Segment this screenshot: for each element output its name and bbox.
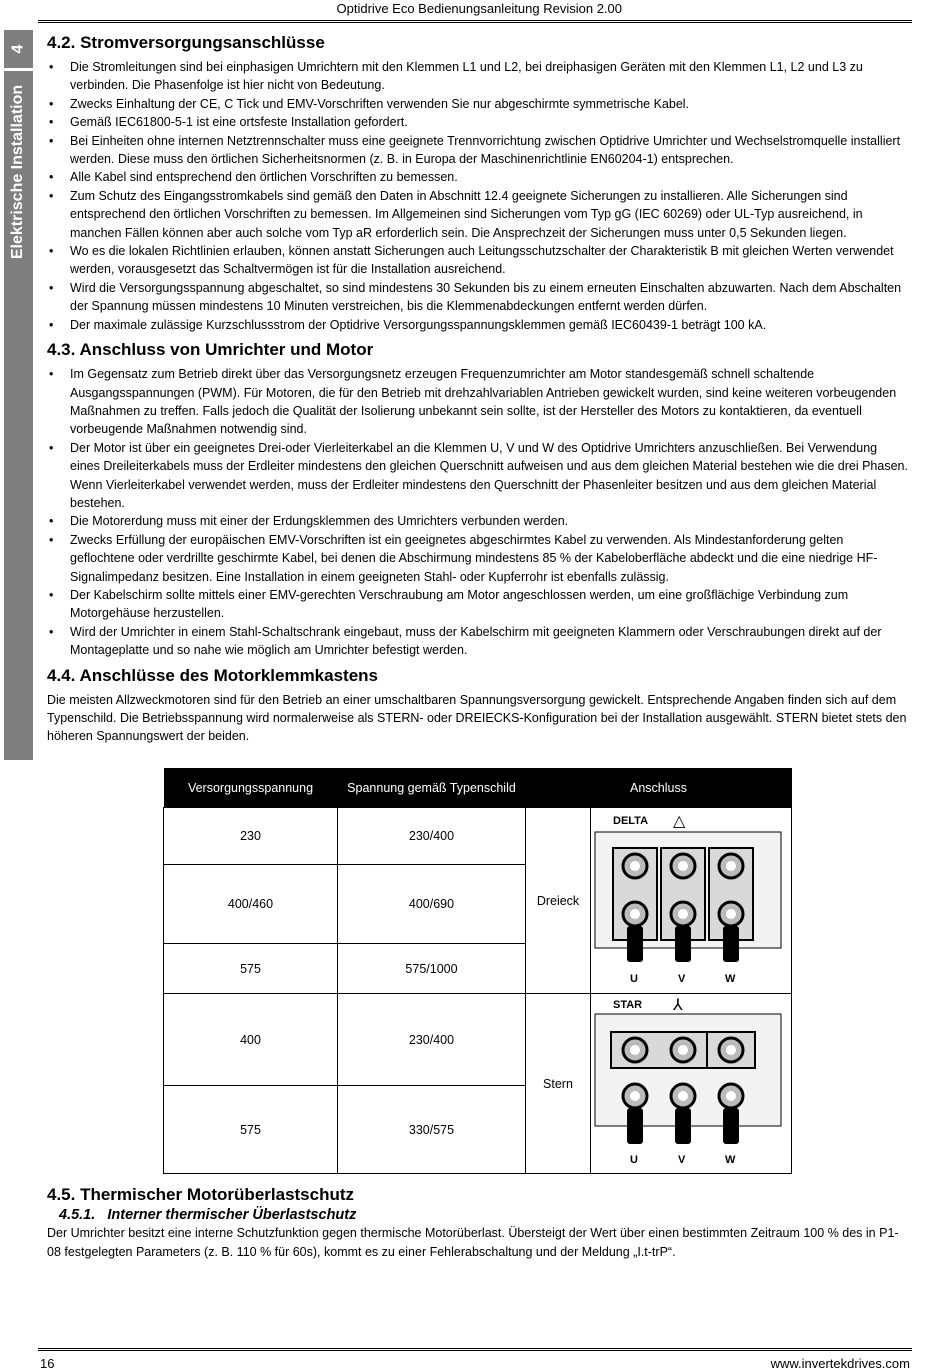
list-item: • Im Gegensatz zum Betrieb direkt über das Versorgungsnetz erzeugen Frequenzumrichter am Motor standesgemäß schnell schaltende Ausgangsspannungen (PWM). Für Motoren, die für den Betrieb mit drehzahlvariablen Antrieben gewickelt wurden, sind keine weiteren vorbeugenden Maßnahmen zu treffen. Falls jedoch die Qualität der Isolierung unbekannt sein sollte, ist der Hersteller des Motors zu kontaktieren, da eventuell vorbeugende Maßnahmen notwendig sind. — [70, 365, 909, 439]
list-item: • Zwecks Einhaltung der CE, C Tick und EMV-Vorschriften verwenden Sie nur abgeschirmte symmetrische Kabel. — [70, 95, 909, 113]
terminal-label-u: U — [630, 973, 638, 986]
table-cell: 230/400 — [338, 994, 526, 1086]
delta-label: Dreieck — [526, 808, 591, 994]
list-item: • Der maximale zulässige Kurzschlussstrom der Optidrive Versorgungsspannungsklemmen gemäß IEC60439-1 beträgt 100 kA. — [70, 316, 909, 334]
header-title: Optidrive Eco Bedienungsanleitung Revision 2.00 — [336, 1, 622, 16]
list-item: • Bei Einheiten ohne internen Netztrennschalter muss eine geeignete Trennvorrichtung zwischen Optidrive Umrichter und Wechselstromquelle installiert werden. Diese muss den örtlichen Sicherheitsnormen (z. B. in Europa der Maschinenrichtlinie EN60204-1) entsprechen. — [70, 132, 909, 169]
delta-diagram-title: DELTA — [613, 815, 649, 828]
connection-table — [163, 768, 792, 1175]
footer-website: www.invertekdrives.com — [770, 1356, 910, 1371]
list-item: • Der Motor ist über ein geeignetes Drei-oder Vierleiterkabel an die Klemmen U, V und W des Optidrive Umrichters anzuschließen. Bei Verwendung eines Dreileiterkabels muss der Erdleiter mindestens den gleichen Querschnitt aufweisen und aus dem gleichen Material bestehen wie die drei Phasen. Wenn Vierleiterkabel verwendet werden, muss der Erdleiter mindestens den Querschnitt der Phasenleiter besitzen und aus dem gleichen Material bestehen. — [70, 439, 909, 513]
terminal-label-v: V — [678, 973, 686, 986]
page-number: 16 — [40, 1356, 55, 1371]
list-item: • Zwecks Erfüllung der europäischen EMV-Vorschriften ist ein geeignetes abgeschirmtes Kabel zu verwenden. Als Mindestanforderung gelten geflochtene oder verdrillte geschirmte Kabel, bei denen die Abschirmung mindestens 85 % der Kabeloberfläche abdeckt und die eine niedrige HF-Signalimpedanz besitzen. Eine Installation in einem geeigneten Stahl- oder Kupferrohr ist ebenfalls zulässig. — [70, 531, 909, 586]
list-item: • Die Stromleitungen sind bei einphasigen Umrichtern mit den Klemmen L1 und L2, bei dreiphasigen Geräten mit den Klemmen L1, L2 und L3 zu verbinden. Die Phasenfolge ist hier nicht von Bedeutung. — [70, 58, 909, 95]
list-item: • Wird die Versorgungsspannung abgeschaltet, so sind mindestens 30 Sekunden bis zu einem erneuten Einschalten abzuwarten. Nach dem Abschalten der Spannung müssen mindestens 10 Minuten verstreichen, bis die Klemmenabdeckungen entfernt werden dürfen. — [70, 279, 909, 316]
terminal-label-w: W — [725, 973, 736, 986]
table-cell: 575 — [164, 1086, 338, 1174]
star-diagram-cell — [591, 994, 792, 1174]
table-cell: 575/1000 — [338, 943, 526, 994]
list-item: • Die Motorerdung muss mit einer der Erdungsklemmen des Umrichters verbunden werden. — [70, 512, 909, 530]
header-rule — [38, 20, 912, 23]
star-diagram-title: STAR — [613, 999, 643, 1012]
chapter-label: Elektrische Installation — [9, 84, 27, 260]
table-cell: 575 — [164, 943, 338, 994]
footer-rule — [38, 1348, 912, 1351]
table-header-supply: Versorgungsspannung — [164, 768, 338, 808]
delta-terminal-diagram — [591, 808, 791, 990]
bullet-list-4-3 — [47, 365, 909, 660]
star-terminal-diagram — [591, 994, 791, 1170]
section-heading-4-3: 4.3. Anschluss von Umrichter und Motor — [47, 340, 374, 360]
section-paragraph-4-4: Die meisten Allzweckmotoren sind für den Betrieb an einer umschaltbaren Spannungsversorgung gewickelt. Entsprechende Angaben finden sich auf dem Typenschild. Die Betriebsspannung wird normalerweise als STERN- oder DREIECKS-Konfiguration bei der Installation ausgewählt. STERN bietet stets den höheren Spannungswert der beiden. — [47, 692, 907, 744]
terminal-label-v: V — [678, 1154, 686, 1167]
table-cell: 230 — [164, 808, 338, 865]
delta-diagram-cell — [591, 808, 792, 994]
table-cell: 400/690 — [338, 864, 526, 943]
list-item: • Gemäß IEC61800-5-1 ist eine ortsfeste Installation gefordert. — [70, 113, 909, 131]
table-cell: 400/460 — [164, 864, 338, 943]
table-cell: 330/575 — [338, 1086, 526, 1174]
list-item: • Alle Kabel sind entsprechend den örtlichen Vorschriften zu bemessen. — [70, 168, 909, 186]
page-content — [47, 32, 909, 1261]
star-label: Stern — [526, 994, 591, 1174]
table-header-connection: Anschluss — [526, 768, 792, 808]
terminal-label-w: W — [725, 1154, 736, 1167]
section-heading-4-5: 4.5. Thermischer Motorüberlastschutz — [47, 1185, 355, 1205]
list-item: • Der Kabelschirm sollte mittels einer EMV-gerechten Verschraubung am Motor angeschlossen werden, um eine großflächige Verbindung zum Motorgehäuse herzustellen. — [70, 586, 909, 623]
terminal-label-u: U — [630, 1154, 638, 1167]
section-paragraph-4-5-1: Der Umrichter besitzt eine interne Schutzfunktion gegen thermische Motorüberlast. Übersteigt der Wert über einen bestimmten Zeitraum 100 % des in P1-08 festgelegten Parameters (z. B. 110 % für 60s), kommt es zu einer Fehlerabschaltung und der Meldung „I.t-trP“. — [47, 1226, 899, 1259]
table-cell: 230/400 — [338, 808, 526, 865]
subsection-heading-4-5-1: 4.5.1. Interner thermischer Überlastschutz — [59, 1207, 357, 1224]
section-heading-4-4: 4.4. Anschlüsse des Motorklemmkastens — [47, 665, 379, 685]
chapter-number: 4 — [4, 30, 33, 71]
list-item: • Zum Schutz des Eingangsstromkabels sind gemäß den Daten in Abschnitt 12.4 geeignete Sicherungen zu installieren. Alle Sicherungen sind entsprechend den örtlichen Vorschriften zu bemessen. Im Allgemeinen sind Sicherungen vom Typ gG (IEC 60269) oder UL-Typ ausreichend, in manchen Fällen können aber auch solche vom Typ aR erforderlich sein. Die Ansprechzeit der Sicherungen muss unter 0,5 Sekunden liegen. — [70, 187, 909, 242]
list-item: • Wird der Umrichter in einem Stahl-Schaltschrank eingebaut, muss der Kabelschirm mit geeigneten Klammern oder Verschraubungen direkt auf der Montageplatte und so nahe wie möglich am Umrichter befestigt werden. — [70, 623, 909, 660]
list-item: • Wo es die lokalen Richtlinien erlauben, können anstatt Sicherungen auch Leitungsschutzschalter der Charakteristik B mit gleichen Werten verwendet werden, vorausgesetzt das Schaltvermögen ist für die Installation ausreichend. — [70, 242, 909, 279]
bullet-list-4-2 — [47, 58, 909, 334]
table-cell: 400 — [164, 994, 338, 1086]
star-symbol: ⅄ — [673, 997, 683, 1015]
section-heading-4-2: 4.2. Stromversorgungsanschlüsse — [47, 33, 325, 52]
table-header-nameplate: Spannung gemäß Typenschild — [338, 768, 526, 808]
delta-symbol: △ — [673, 813, 686, 831]
